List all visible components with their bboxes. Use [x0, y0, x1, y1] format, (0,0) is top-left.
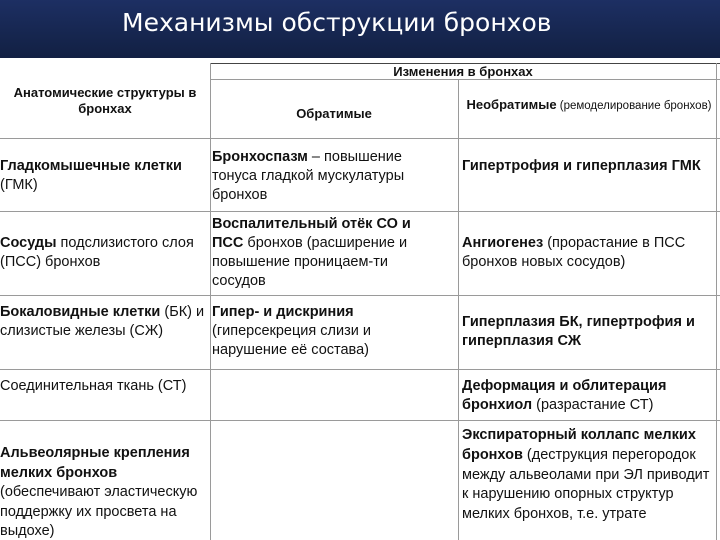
- row-2-irreversible-bold: Ангиогенез: [462, 235, 544, 251]
- divider-row-4: [0, 420, 720, 421]
- row-5-irreversible-text: (деструкция перегородок между альвеолами при ЭЛ приводит к нарушению опорных структур мелких бронхов, т.е. утрате: [462, 446, 710, 523]
- divider-row-1: [0, 211, 720, 212]
- row-1-reversible: [212, 148, 442, 205]
- row-1-structure: [0, 157, 208, 195]
- divider-col-1: [210, 63, 211, 540]
- row-5-irreversible-bold: Экспираторный коллапс мелких бронхов: [462, 427, 696, 463]
- row-2-reversible-text: бронхов (расширение и повышение проницаем-ти сосудов: [212, 235, 408, 289]
- row-1-reversible-bold: Бронхоспазм: [212, 149, 308, 165]
- row-3-structure-bold: Бокаловидные клетки: [0, 304, 161, 320]
- divider-row-2: [0, 295, 720, 296]
- row-4-irreversible-bold: Деформация и облитерация бронхиол: [462, 378, 667, 413]
- row-4-irreversible-text: (разрастание СТ): [532, 397, 654, 413]
- row-1-reversible-text: – повышение тонуса гладкой мускулатуры бронхов: [212, 149, 405, 203]
- header-irreversible-note: (ремоделирование бронхов): [556, 100, 712, 112]
- row-3-reversible: [212, 303, 432, 360]
- divider-right: [716, 63, 717, 540]
- row-1-irreversible: [462, 157, 714, 176]
- slide-title-bar: [0, 0, 720, 58]
- row-5-irreversible: [462, 426, 716, 540]
- row-5-structure-bold: Альвеолярные крепления мелких бронхов: [0, 445, 190, 481]
- row-1-irreversible-bold: Гипертрофия и гиперплазия ГМК: [462, 158, 701, 174]
- row-3-irreversible: [462, 313, 716, 351]
- row-4-irreversible: [462, 377, 716, 415]
- header-group: [210, 65, 716, 79]
- row-2-structure: [0, 234, 200, 272]
- header-irreversible: [462, 97, 716, 114]
- row-5-structure: [0, 444, 210, 540]
- row-3-irreversible-bold: Гиперплазия БК, гипертрофия и гиперплазия СЖ: [462, 314, 695, 349]
- row-4-structure: [0, 377, 200, 396]
- divider-group: [210, 79, 720, 80]
- row-3-reversible-bold: Гипер- и дискриния: [212, 304, 354, 320]
- row-2-structure-text: подслизистого слоя (ПСС) бронхов: [0, 235, 194, 270]
- header-reversible-text: Обратимые: [296, 106, 372, 121]
- header-anatomical: [0, 85, 210, 117]
- row-1-structure-bold: Гладкомышечные клетки: [0, 158, 182, 174]
- divider-row-3: [0, 369, 720, 370]
- row-2-irreversible-text: (прорастание в ПСС бронхов новых сосудов): [462, 235, 686, 270]
- header-reversible: [210, 106, 458, 122]
- header-irreversible-bold: Необратимые: [466, 97, 557, 112]
- row-3-structure-text: (БК) и слизистые железы (СЖ): [0, 304, 205, 339]
- row-2-structure-bold: Сосуды: [0, 235, 57, 251]
- row-2-reversible: [212, 215, 444, 291]
- row-1-structure-text: (ГМК): [0, 177, 38, 193]
- row-2-irreversible: [462, 234, 716, 272]
- row-3-reversible-text: (гиперсекреция слизи и нарушение её состава): [212, 323, 371, 358]
- header-group-text: Изменения в бронхах: [393, 64, 533, 79]
- divider-col-2: [458, 80, 459, 540]
- row-5-structure-text: (обеспечивают эластическую поддержку их просвета на выдохе): [0, 484, 198, 539]
- row-4-structure-text: Соединительная ткань (СТ): [0, 378, 187, 394]
- divider-header-bottom: [0, 138, 720, 139]
- slide-title: Механизмы обструкции бронхов: [122, 8, 552, 37]
- row-3-structure: [0, 303, 205, 341]
- header-anatomical-text: Анатомические структуры в бронхах: [13, 85, 197, 116]
- row-2-reversible-bold: Воспалительный отёк СО и ПСС: [212, 216, 411, 251]
